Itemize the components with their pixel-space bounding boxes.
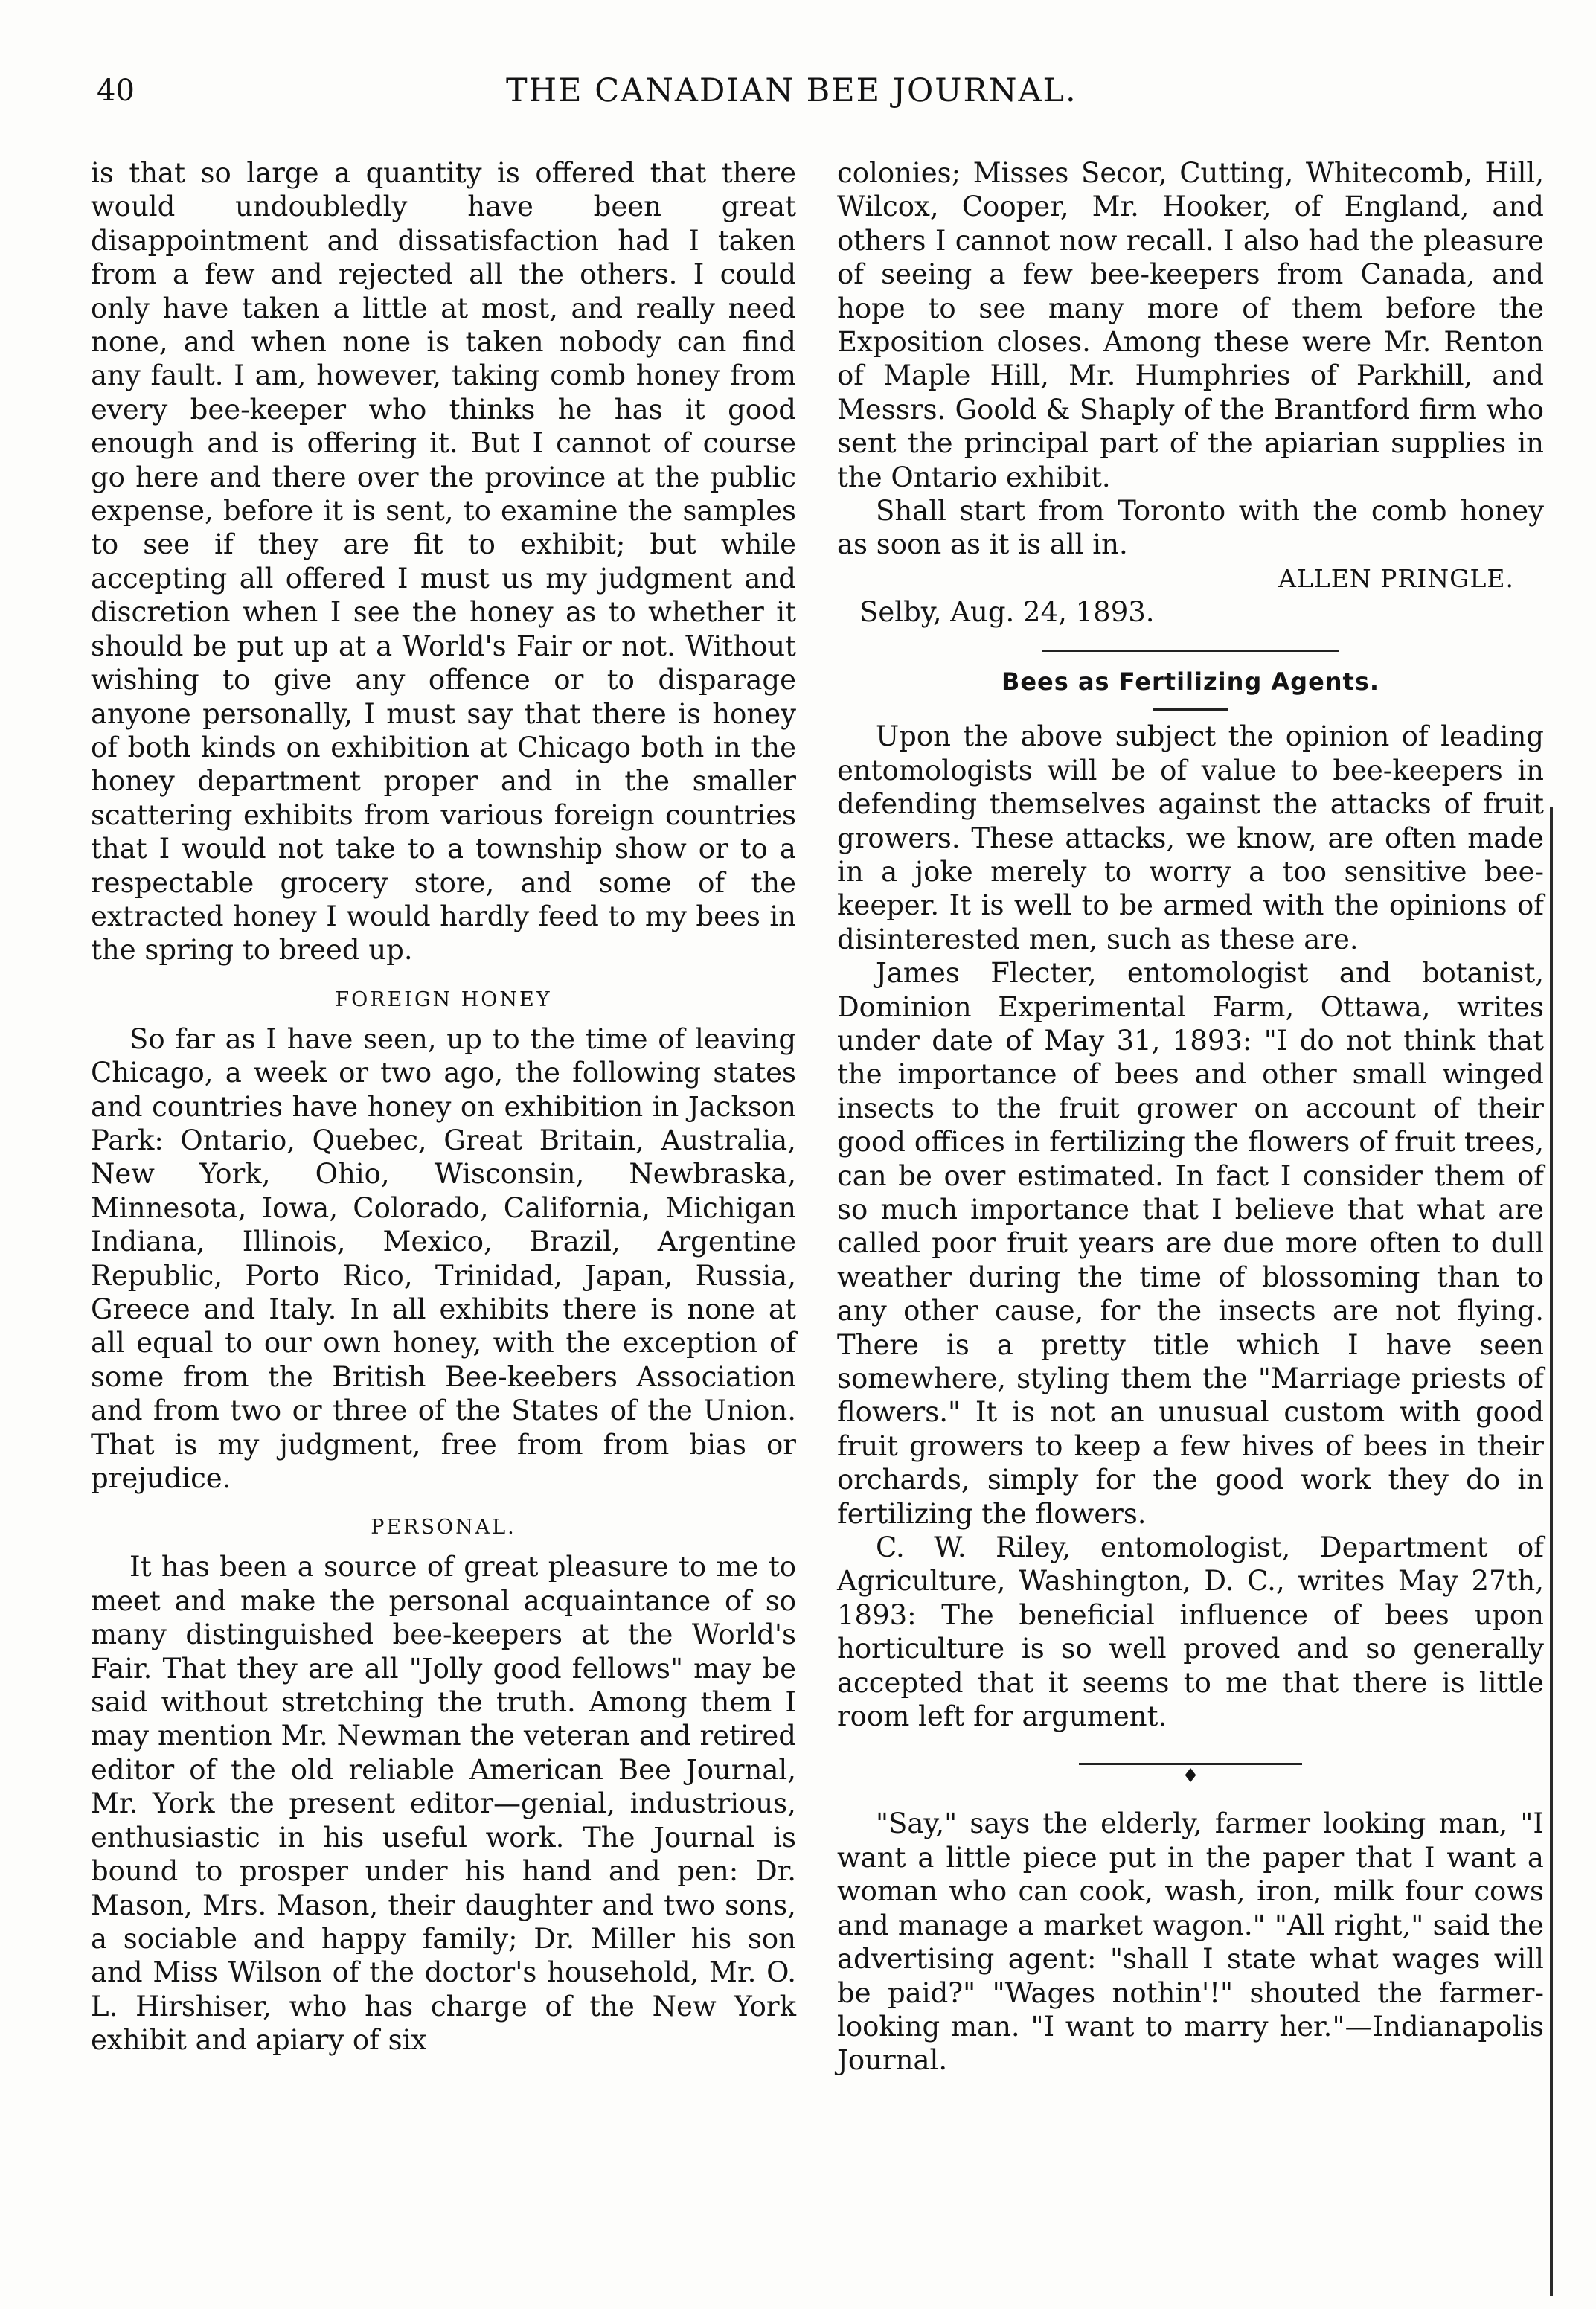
right-column (837, 156, 1544, 2078)
left-column (91, 156, 796, 2057)
article-title: Bees as Fertilizing Agents. (1001, 667, 1380, 696)
title-underline (1153, 708, 1228, 711)
personal-heading: PERSONAL. (371, 1516, 516, 1540)
section-divider (1042, 650, 1339, 652)
personal-paragraph: It has been a source of great pleasure to me to meet and make the personal acquaintance of so many distinguished bee-keepers at the World's Fair. That they are all "Jolly good fellows" may be said without stretching the truth. Among them I may mention Mr. Newman the veteran and retired editor of the old reliable American Bee Journal, Mr. York the present editor—genial, industrious, enthusiastic in his useful work. The Journal is bound to prosper under his hand and pen: Dr. Mason, Mrs. Mason, their daughter and two sons, a sociable and happy family; Dr. Miller his son and Miss Wilson of the doctor's household, Mr. O. L. Hirshiser, who has charge of the New York exhibit and apiary of six (91, 1551, 796, 2057)
author-signature: ALLEN PRINGLE. (1278, 563, 1514, 593)
page-number: 40 (97, 74, 135, 108)
riley-quote-paragraph: C. W. Riley, entomologist, Department of Agriculture, Washington, D. C., writes May 27th, 1893: The beneficial influence of bees upon horticulture is so well proved and so generally accepted that it seems to me that there is little room left for argument. (837, 1531, 1544, 1733)
continued-letter-paragraph-right: colonies; Misses Secor, Cutting, Whitecomb, Hill, Wilcox, Cooper, Mr. Hooker, of England, and others I cannot now recall. I also had the pleasure of seeing a few bee-keepers from Canada, and hope to see many more of them before the Exposition closes. Among these were Mr. Renton of Maple Hill, Mr. Humphries of Parkhill, and Messrs. Goold & Shaply of the Brantford firm who sent the principal part of the apiarian supplies in the Ontario exhibit. (837, 157, 1544, 493)
foreign-honey-paragraph: So far as I have seen, up to the time of leaving Chicago, a week or two ago, the following states and countries have honey on exhibition in Jackson Park: Ontario, Quebec, Great Britain, Australia, New York, Ohio, Wisconsin, Newbraska, Minnesota, Iowa, Colorado, California, Michigan Indiana, Illinois, Mexico, Brazil, Argentine Republic, Porto Rico, Trinidad, Japan, Russia, Greece and Italy. In all exhibits there is none at all equal to our own honey, with the exception of some from the British Bee-keebers Association and from two or three of the States of the Union. That is my judgment, free from from bias or prejudice. (91, 1022, 796, 1495)
continued-letter-paragraph: is that so large a quantity is offered that there would undoubledly have been great disappointment and dissatisfaction had I taken from a few and rejected all the others. I could only have taken a little at most, and really need none, and when none is taken nobody can find any fault. I am, however, taking comb honey from every bee-keeper who thinks he has it good enough and is offering it. But I cannot of course go here and there over the province at the public expense, before it is sent, to examine the samples to see if they are fit to exhibit; but while accepting all offered I must us my judgment and discretion when I see the honey as to whether it should be put up at a World's Fair or not. Without wishing to give any offence or to disparage anyone personally, I must say that there is honey of both kinds on exhibition at Chicago both in the honey department proper and in the smaller scattering exhibits from various foreign countries that I would not take to a township show or to a respectable grocery store, and some of the extracted honey I would hardly feed to my bees in the spring to breed up. (91, 157, 796, 967)
divider-ornament: ♦ (1182, 1765, 1199, 1788)
column-edge-rule (1550, 807, 1553, 2296)
closing-paragraph: Shall start from Toronto with the comb honey as soon as it is all in. (837, 495, 1544, 561)
foreign-honey-heading: FOREIGN HONEY (335, 987, 552, 1011)
anecdote-paragraph: "Say," says the elderly, farmer looking man, "I want a little piece put in the paper that I want a woman who can cook, wash, iron, milk four cows and manage a market wagon." "All right," said the advertising agent: "shall I state what wages will be paid?" "Wages nothin'!" shouted the farmer-looking man. "I want to marry her."—Indianapolis Journal. (837, 1807, 1544, 2077)
article-intro-paragraph: Upon the above subject the opinion of leading entomologists will be of value to bee-keepers in defending themselves against the attacks of fruit growers. These attacks, we know, are often made in a joke merely to worry a too sensitive bee-keeper. It is well to be armed with the opinions of disinterested men, such as these are. (837, 720, 1544, 955)
fletcher-quote-paragraph: James Flecter, entomologist and botanist, Dominion Experimental Farm, Ottawa, writes under date of May 31, 1893: "I do not think that the importance of bees and other small winged insects to the fruit grower on account of their good offices in fertilizing the flowers of fruit trees, can be over estimated. In fact I consider them of so much importance that I believe that what are called poor fruit years are due more often to dull weather during the time of blossoming than to any other cause, for the insects are not flying. There is a pretty title which I have seen somewhere, styling them the "Marriage priests of flowers." It is not an unusual custom with good fruit growers to keep a few hives of bees in their orchards, simply for the good work they do in fertilizing the flowers. (837, 957, 1544, 1530)
page-header (0, 68, 1596, 113)
running-title: THE CANADIAN BEE JOURNAL. (506, 72, 1077, 109)
dateline: Selby, Aug. 24, 1893. (859, 595, 1155, 628)
